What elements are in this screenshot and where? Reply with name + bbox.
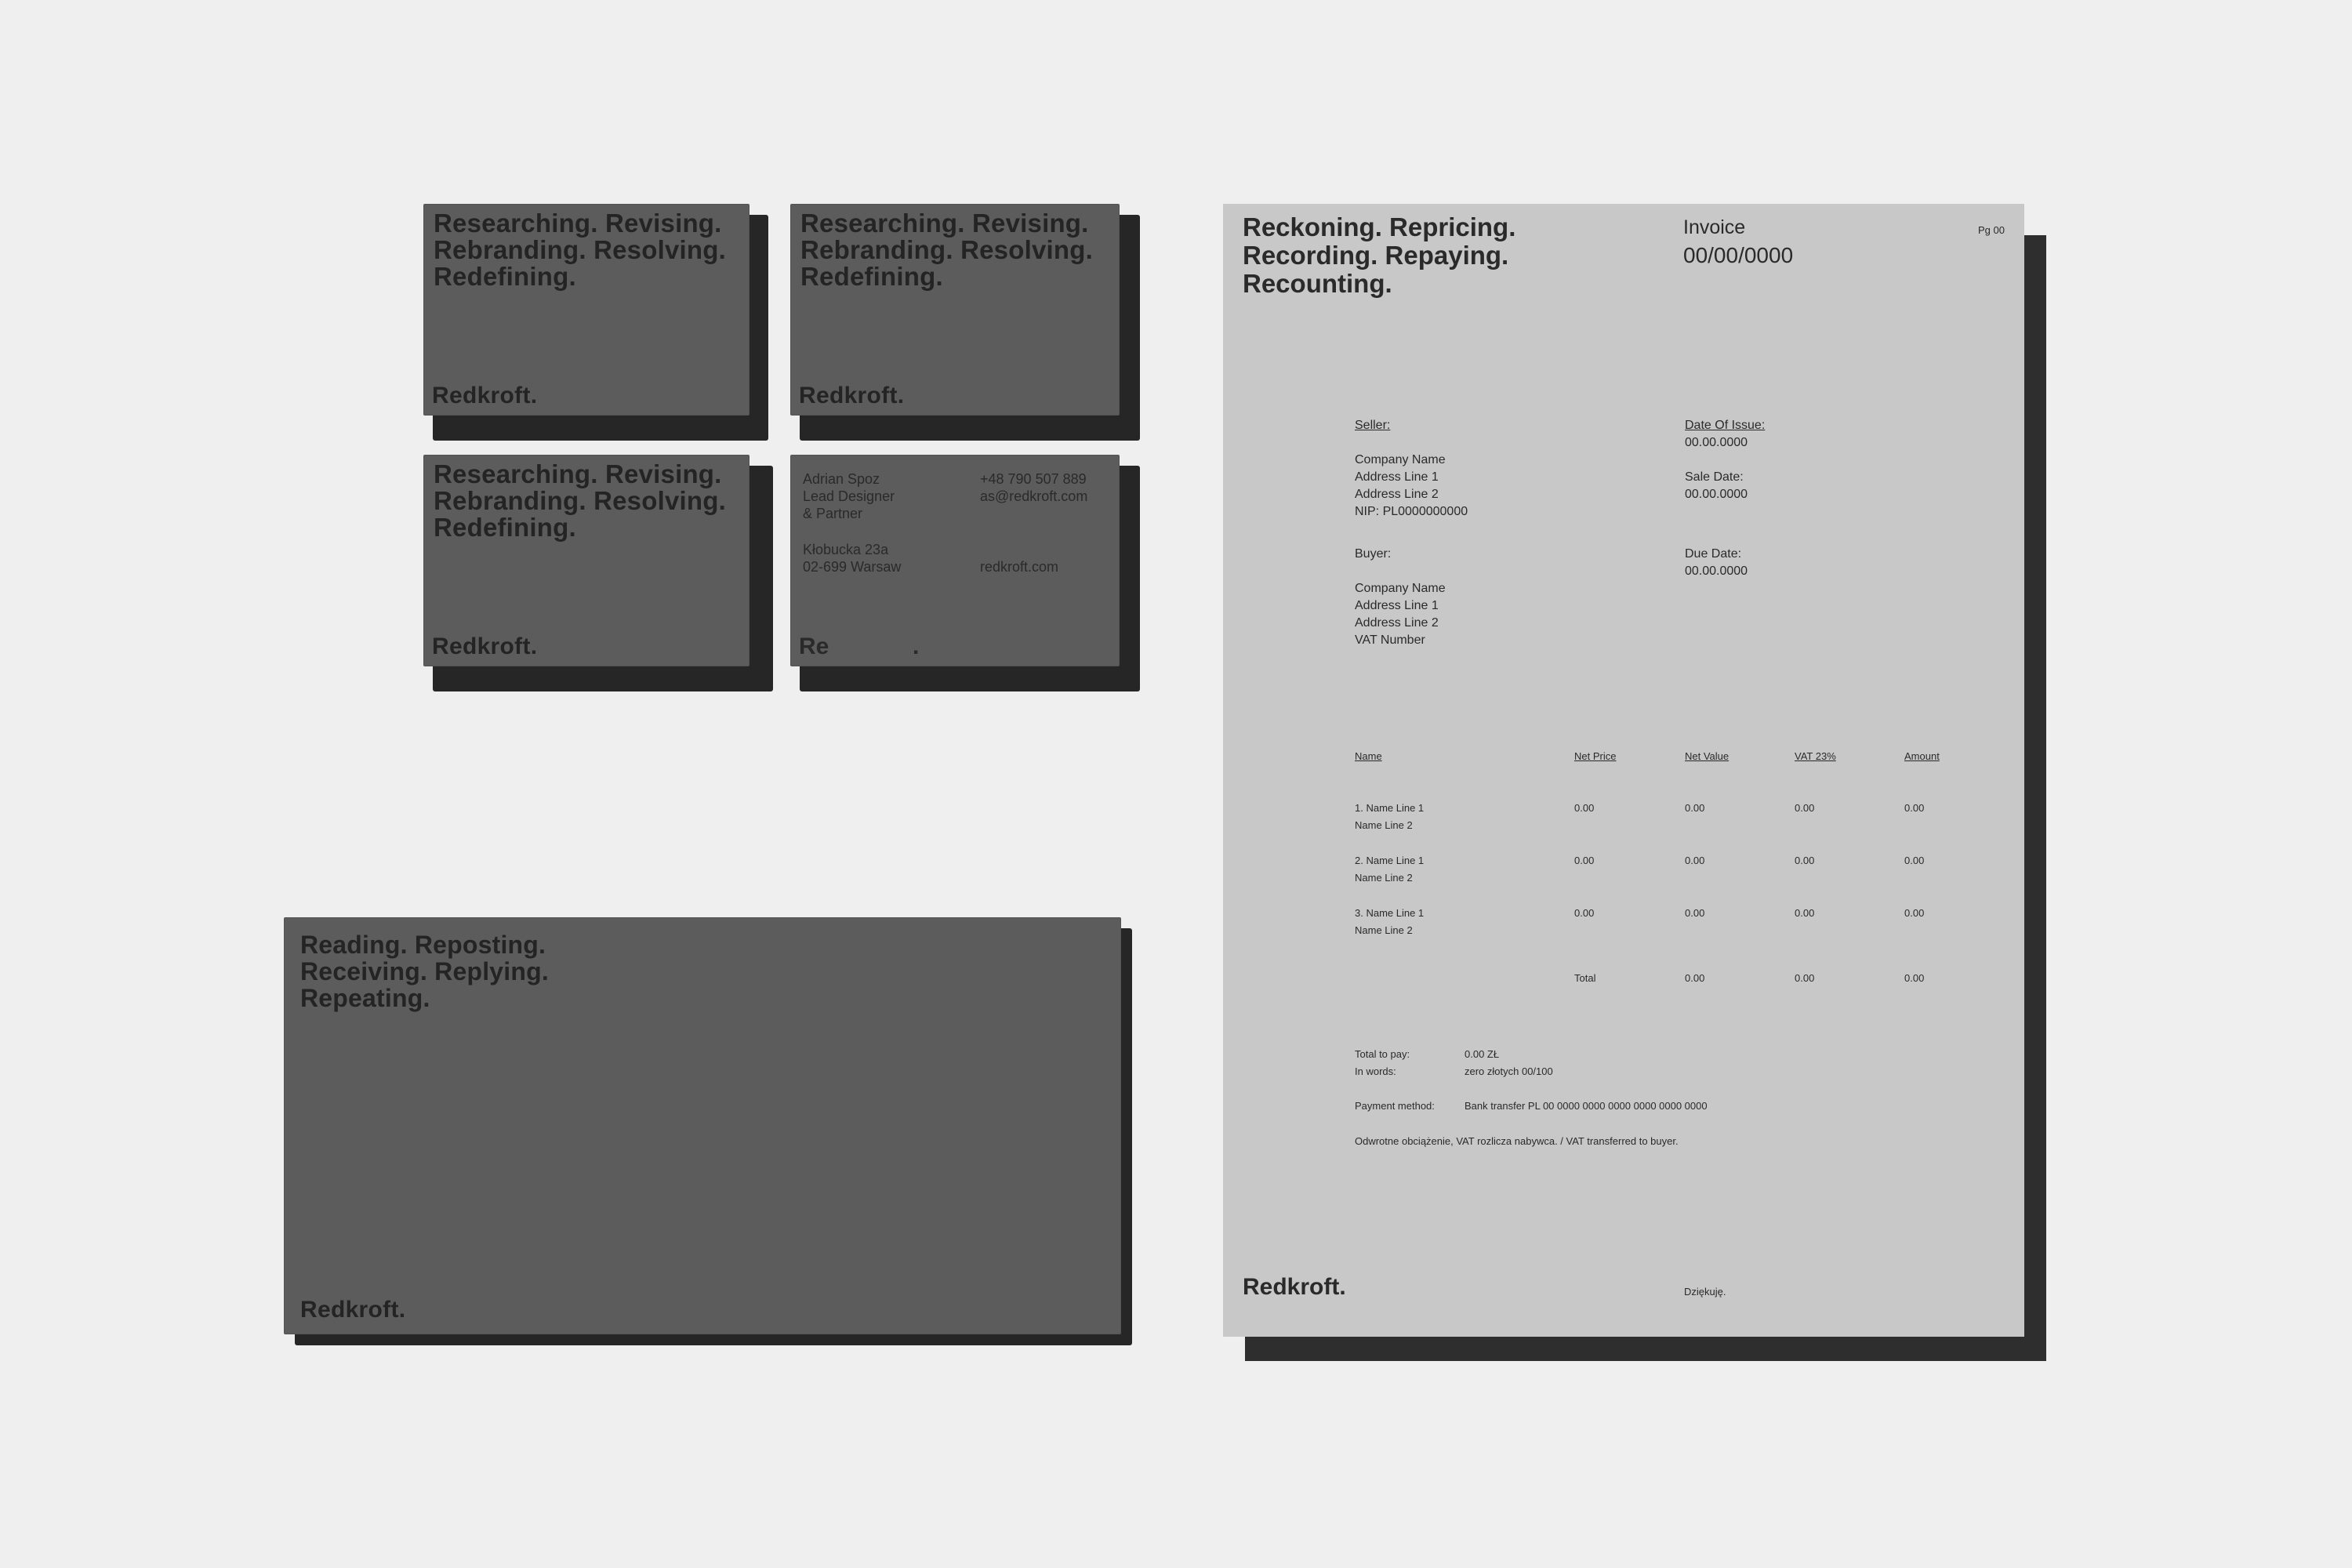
row-1-name: 1. Name Line 1 Name Line 2 (1355, 802, 1425, 831)
card-brand-partial: Re (799, 633, 829, 659)
in-words-value: zero złotych 00/100 (1465, 1065, 1553, 1077)
envelope-tagline: Reading. Reposting. Receiving. Replying. Repeating. (300, 931, 549, 1012)
card-brand-logo: Redkroft. (432, 383, 538, 408)
row-3-net-price: 0.00 (1574, 907, 1595, 919)
seller-label: Seller: (1355, 419, 1391, 432)
col-header-net-price: Net Price (1574, 750, 1617, 762)
vat-note: Odwrotne obciążenie, VAT rozlicza nabywca. / VAT transferred to buyer. (1355, 1135, 1679, 1147)
sale-date-label: Sale Date: (1685, 470, 1744, 484)
due-date-label: Due Date: (1685, 547, 1742, 561)
card-brand-logo: Redkroft. (799, 383, 905, 408)
business-card-front (423, 455, 750, 666)
row-2-vat: 0.00 (1795, 855, 1815, 866)
buyer-details: Company Name Address Line 1 Address Line 2 VAT Number (1355, 582, 1446, 647)
business-card-back (790, 455, 1120, 666)
payment-method-label: Payment method: (1355, 1100, 1435, 1112)
card-tagline: Researching. Revising. Rebranding. Resolving. Redefining. (434, 209, 726, 291)
total-to-pay-value: 0.00 ZŁ (1465, 1048, 1500, 1060)
invoice-title: Invoice (1683, 216, 1746, 238)
date-of-issue-value: 00.00.0000 (1685, 436, 1748, 449)
row-2-name: 2. Name Line 1 Name Line 2 (1355, 855, 1425, 884)
card-tagline: Researching. Revising. Rebranding. Resolving. Redefining. (800, 209, 1093, 291)
seller-details: Company Name Address Line 1 Address Line 2 NIP: PL0000000000 (1355, 453, 1468, 518)
business-card-stack-1 (423, 204, 768, 441)
total-to-pay-label: Total to pay: (1355, 1048, 1410, 1060)
buyer-label: Buyer: (1355, 547, 1392, 561)
row-2-amount: 0.00 (1904, 855, 1925, 866)
invoice-date: 00/00/0000 (1683, 243, 1794, 267)
contact-phone: +48 790 507 889 (980, 471, 1087, 487)
card-brand-logo: Redkroft. (432, 633, 538, 659)
row-1-amount: 0.00 (1904, 802, 1925, 814)
col-header-vat: VAT 23% (1795, 750, 1836, 762)
envelope-stack (284, 917, 1132, 1345)
thank-you-note: Dziękuję. (1684, 1286, 1726, 1298)
due-date-value: 00.00.0000 (1685, 564, 1748, 578)
contact-name-title: Adrian Spoz Lead Designer & Partner (803, 471, 895, 521)
col-header-name: Name (1355, 750, 1382, 762)
business-card-front (423, 204, 750, 416)
total-amount: 0.00 (1904, 972, 1925, 984)
total-net-value: 0.00 (1685, 972, 1705, 984)
row-3-net-value: 0.00 (1685, 907, 1705, 919)
row-1-vat: 0.00 (1795, 802, 1815, 814)
row-2-net-price: 0.00 (1574, 855, 1595, 866)
card-brand-dot: . (913, 633, 920, 659)
contact-website: redkroft.com (980, 559, 1059, 575)
page-number: Pg 00 (1978, 224, 2005, 236)
business-card-front (790, 204, 1120, 416)
row-1-net-value: 0.00 (1685, 802, 1705, 814)
total-vat: 0.00 (1795, 972, 1815, 984)
date-of-issue-label: Date Of Issue: (1685, 419, 1766, 432)
col-header-amount: Amount (1904, 750, 1940, 762)
business-card-stack-2 (790, 204, 1140, 441)
business-card-stack-4 (790, 455, 1140, 691)
envelope-brand-logo: Redkroft. (300, 1297, 406, 1323)
invoice-brand-logo: Redkroft. (1243, 1274, 1346, 1300)
row-3-vat: 0.00 (1795, 907, 1815, 919)
payment-method-value: Bank transfer PL 00 0000 0000 0000 0000 0000 0000 (1465, 1100, 1708, 1112)
col-header-net-value: Net Value (1685, 750, 1730, 762)
row-1-net-price: 0.00 (1574, 802, 1595, 814)
card-tagline: Researching. Revising. Rebranding. Resolving. Redefining. (434, 459, 726, 542)
total-row-label: Total (1574, 972, 1596, 984)
sale-date-value: 00.00.0000 (1685, 488, 1748, 501)
invoice-headline: Reckoning. Repricing. Recording. Repaying. Recounting. (1243, 212, 1516, 298)
row-3-amount: 0.00 (1904, 907, 1925, 919)
invoice-sheet (1223, 204, 2024, 1337)
envelope (284, 917, 1121, 1334)
row-2-net-value: 0.00 (1685, 855, 1705, 866)
business-card-stack-3 (423, 455, 773, 691)
in-words-label: In words: (1355, 1065, 1396, 1077)
row-3-name: 3. Name Line 1 Name Line 2 (1355, 907, 1425, 936)
contact-address: Kłobucka 23a 02-699 Warsaw (803, 542, 902, 575)
contact-email: as@redkroft.com (980, 488, 1088, 504)
